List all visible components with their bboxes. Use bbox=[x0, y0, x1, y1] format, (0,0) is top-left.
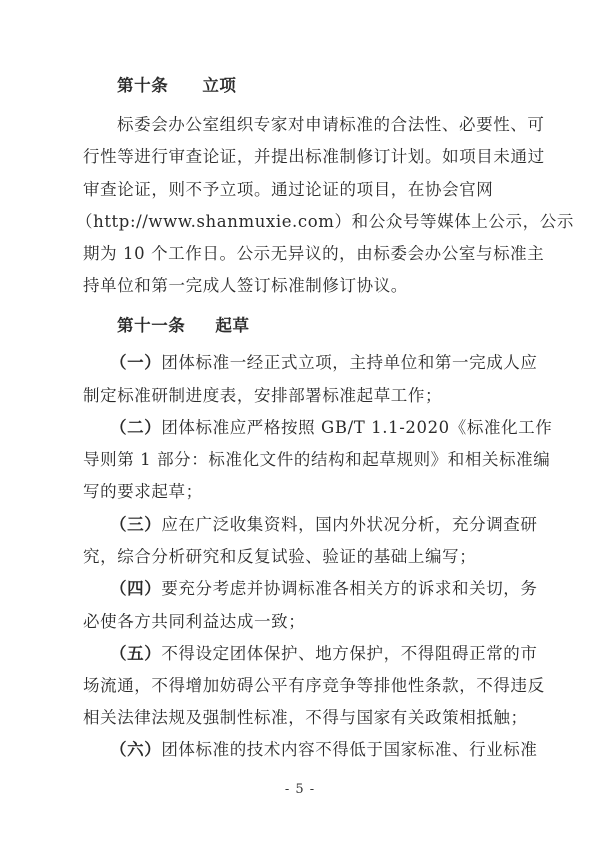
item-3-marker: （三） bbox=[110, 515, 162, 534]
item-2-line-2: 导则第 1 部分：标准化文件的结构和起草规则》和相关标准编 bbox=[83, 450, 551, 469]
item-5-text: 不得设定团体保护、地方保护，不得阻碍正常的市 bbox=[161, 644, 538, 663]
item-5-line-1 bbox=[110, 644, 538, 664]
item-4-text: 要充分考虑并协调标准各相关方的诉求和关切，务 bbox=[161, 579, 538, 598]
article-10-title: 立项 bbox=[202, 76, 237, 95]
item-6-text: 团体标准的技术内容不得低于国家标准、行业标准 bbox=[161, 740, 538, 759]
article-10-heading bbox=[117, 76, 237, 96]
item-2-text: 团体标准应严格按照 GB/T 1.1-2020《标准化工作 bbox=[161, 418, 553, 437]
item-5-line-3: 相关法律法规及强制性标准，不得与国家有关政策相抵触； bbox=[83, 708, 528, 727]
article-10-label: 第十条 bbox=[117, 76, 169, 95]
item-3-line-2: 究，综合分析研究和反复试验、验证的基础上编写； bbox=[83, 547, 477, 566]
item-4-line-1 bbox=[110, 579, 538, 599]
item-2-line-1 bbox=[110, 418, 552, 438]
item-5-line-2: 场流通，不得增加妨碍公平有序竞争等排他性条款，不得违反 bbox=[83, 676, 545, 695]
item-1-marker: （一） bbox=[110, 353, 162, 372]
item-4-line-2: 必使各方共同利益达成一致； bbox=[83, 612, 306, 631]
item-3-line-1 bbox=[110, 515, 538, 535]
item-6-line-1 bbox=[110, 740, 538, 760]
page-number: - 5 - bbox=[284, 782, 316, 797]
item-5-marker: （五） bbox=[110, 644, 162, 663]
article-10-line-5: 期为 10 个工作日。公示无异议的，由标委会办公室与标准主 bbox=[83, 244, 545, 263]
article-11-label: 第十一条 bbox=[117, 316, 186, 335]
item-1-line-1 bbox=[110, 353, 538, 373]
article-10-line-4: （http://www.shanmuxie.com）和公众号等媒体上公示，公示 bbox=[76, 212, 574, 231]
article-11-title: 起草 bbox=[215, 316, 250, 335]
item-2-line-3: 写的要求起草； bbox=[83, 482, 203, 501]
article-11-heading bbox=[117, 316, 250, 336]
item-6-marker: （六） bbox=[110, 740, 162, 759]
article-10-line-1: 标委会办公室组织专家对申请标准的合法性、必要性、可 bbox=[117, 115, 545, 134]
item-1-text: 团体标准一经正式立项，主持单位和第一完成人应 bbox=[161, 353, 538, 372]
article-10-line-6: 持单位和第一完成人签订标准制修订协议。 bbox=[83, 276, 408, 295]
item-3-text: 应在广泛收集资料，国内外状况分析，充分调查研 bbox=[161, 515, 538, 534]
article-10-line-2: 行性等进行审查论证，并提出标准制修订计划。如项目未通过 bbox=[83, 147, 545, 166]
item-4-marker: （四） bbox=[110, 579, 162, 598]
item-1-line-2: 制定标准研制进度表，安排部署标准起草工作； bbox=[83, 386, 443, 405]
item-2-marker: （二） bbox=[110, 418, 162, 437]
article-10-line-3: 审查论证，则不予立项。通过论证的项目，在协会官网 bbox=[83, 180, 494, 199]
